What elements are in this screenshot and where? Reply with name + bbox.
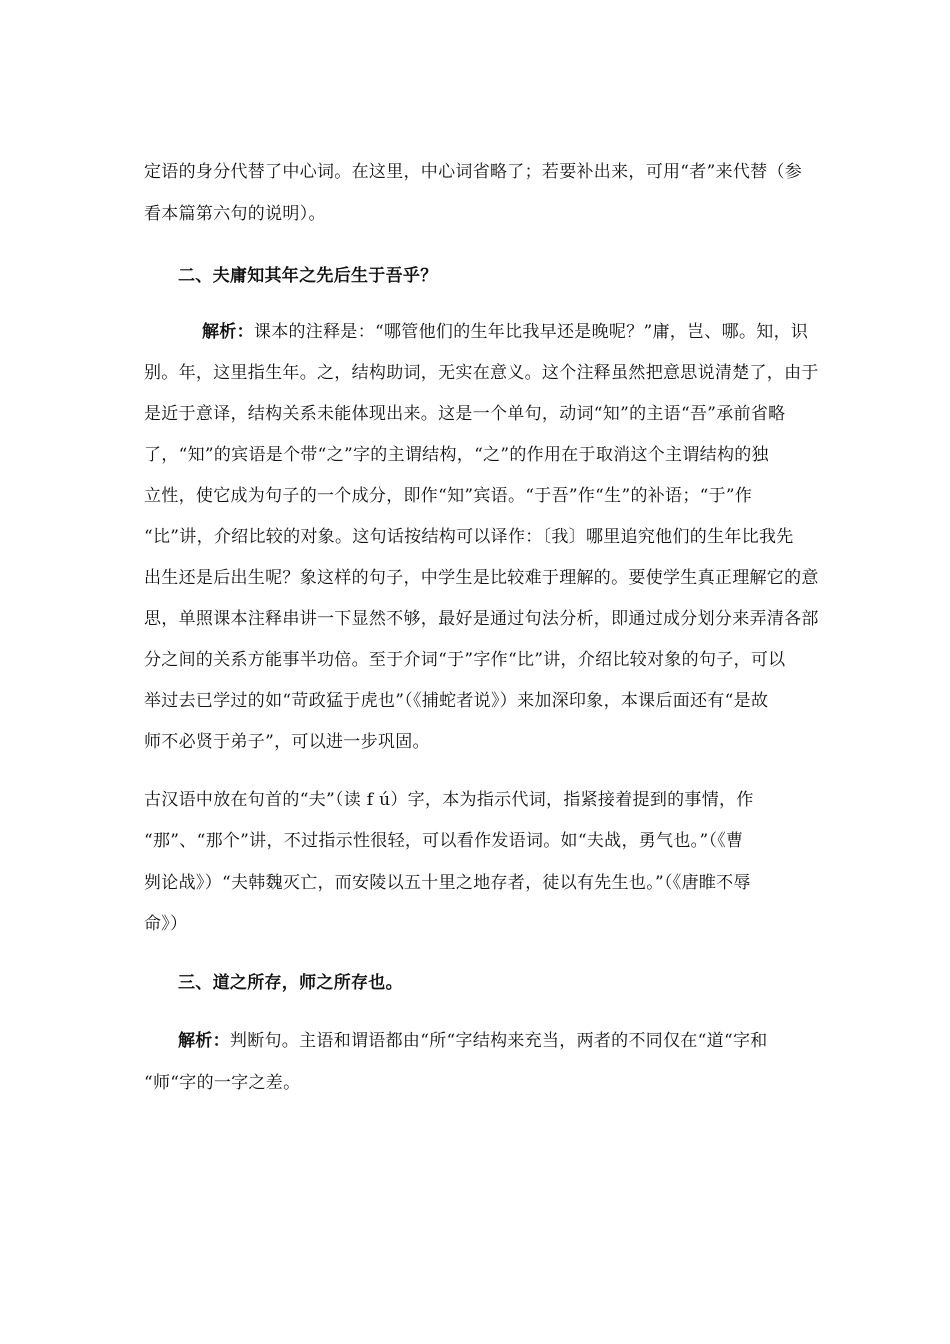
analysis-text: 判断句。主语和谓语都由“所“字结构来充当，两者的不同仅在“道“字和	[229, 1031, 768, 1051]
section-2-analysis-line: 是近于意译，结构关系未能体现出来。这是一个单句，动词“知”的主语“吾”承前省略	[144, 404, 786, 424]
section-2-analysis-first-line	[202, 321, 808, 343]
section-2-analysis-line: 分之间的关系方能事半功倍。至于介词“于”字作“比”讲，介绍比较对象的句子，可以	[144, 650, 786, 670]
section-3-analysis-line: “师“字的一字之差。	[144, 1073, 301, 1093]
section-2-analysis-line: 别。年，这里指生年。之，结构助词，无实在意义。这个注释虽然把意思说清楚了，由于	[144, 363, 819, 383]
intro-line: 看本篇第六句的说明）。	[144, 204, 326, 224]
section-2-heading: 二、夫庸知其年之先后生于吾乎？	[178, 266, 438, 286]
section-2-analysis-line: 举过去已学过的如“苛政猛于虎也”（《捕蛇者说》）来加深印象，本课后面还有“是故	[144, 691, 769, 711]
section-2-analysis-line: “比”讲，介绍比较的对象。这句话按结构可以译作：〔我〕哪里追究他们的生年比我先	[144, 527, 794, 547]
section-3-analysis-first-line	[178, 1030, 768, 1052]
section-2-note-line: “那”、“那个”讲，不过指示性很轻，可以看作发语词。如“夫战，勇气也。”（《曹	[144, 831, 744, 851]
section-2-analysis-line: 立性，使它成为句子的一个成分，即作“知”宾语。“于吾”作“生”的补语；“于”作	[144, 486, 753, 506]
analysis-label: 解析：	[178, 1031, 230, 1051]
section-2-analysis-line: 出生还是后出生呢？象这样的句子，中学生是比较难于理解的。要使学生真正理解它的意	[144, 568, 819, 588]
section-2-note-line: 古汉语中放在句首的“夫”（读 f ú）字，本为指示代词，指紧接着提到的事情，作	[144, 790, 754, 810]
section-2-note-line: 命》）	[144, 914, 188, 934]
section-2-analysis-line: 师不必贤于弟子”，可以进一步巩固。	[144, 732, 430, 752]
section-2-note-line: 刿论战》）“夫韩魏灭亡，而安陵以五十里之地存者，徒以有先生也。”（《唐睢不辱	[144, 873, 751, 893]
intro-line: 定语的身分代替了中心词。在这里，中心词省略了；若要补出来，可用“者”来代替（参	[144, 162, 803, 182]
analysis-text: 课本的注释是：“哪管他们的生年比我早还是晚呢？”庸，岂、哪。知，识	[253, 322, 809, 342]
section-2-analysis-line: 思，单照课本注释串讲一下显然不够，最好是通过句法分析，即通过成分划分来弄清各部	[144, 609, 819, 629]
section-2-analysis-line: 了，“知”的宾语是个带“之”字的主谓结构，“之”的作用在于取消这个主谓结构的独	[144, 445, 769, 465]
analysis-label: 解析：	[202, 322, 254, 342]
section-3-heading: 三、道之所存，师之所存也。	[178, 973, 403, 993]
